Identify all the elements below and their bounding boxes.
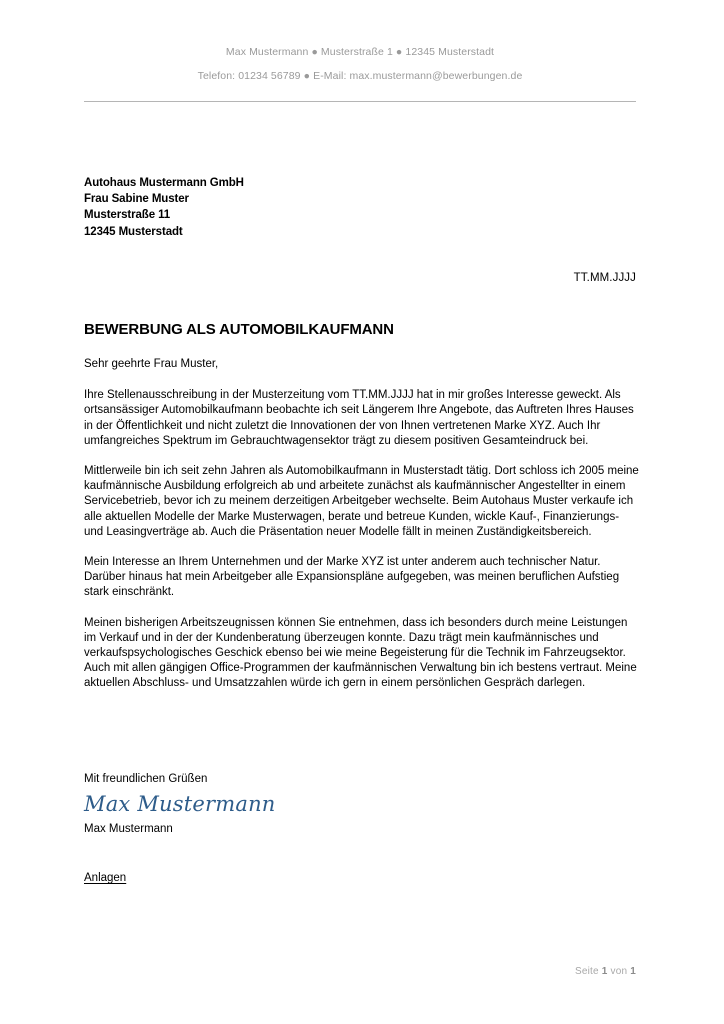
footer-current-page: 1	[601, 966, 608, 977]
letter-subject: BEWERBUNG ALS AUTOMOBILKAUFMANN	[84, 321, 394, 338]
body-paragraph-2: Mittlerweile bin ich seit zehn Jahren als Automobilkaufmann in Musterstadt tätig. Dort schloss ich 2005 meine kaufmännische Ausbildung erfolgreich ab und arbeitete zunächst als kaufmännischer Angestellter in einem Servicebetrieb, bevor ich zu meinem derzeitigen Arbeitgeber wechselte. Beim Autohaus Muster verkaufe ich alle aktuellen Modelle der Marke Musterwagen, berate und betreue Kunden, wickle Kauf-, Finanzierungs- und Leasingverträge ab. Auch die Präsentation neuer Modelle fällt in meinen Zuständigkeitsbereich.	[84, 465, 639, 538]
salutation: Sehr geehrte Frau Muster,	[84, 358, 219, 370]
recipient-person: Frau Sabine Muster	[84, 193, 189, 206]
signature-printed-name: Max Mustermann	[84, 823, 173, 836]
handwritten-signature: Max Mustermann	[84, 792, 276, 817]
body-paragraph-3: Mein Interesse an Ihrem Unternehmen und der Marke XYZ ist unter anderem auch technischer Natur. Darüber hinaus hat mein Arbeitgeber alle Expansionspläne aufgegeben, was meinen beruflichen Aufstieg stark einschränkt.	[84, 556, 620, 599]
closing-greeting: Mit freundlichen Grüßen	[84, 773, 208, 785]
recipient-street: Musterstraße 11	[84, 209, 171, 222]
footer-middle: von	[610, 966, 628, 977]
page-footer	[84, 966, 636, 977]
attachments-label: Anlagen	[84, 872, 127, 884]
letter-date: TT.MM.JJJJ	[573, 272, 636, 284]
recipient-address-block	[84, 175, 244, 240]
footer-prefix: Seite	[574, 966, 599, 977]
body-paragraph-1: Ihre Stellenausschreibung in der Musterzeitung vom TT.MM.JJJJ hat in mir großes Interesse geweckt. Als ortsansässiger Automobilkaufmann beobachte ich seit Längerem Ihre Angebote, das Auftreten Ihres Hauses in der Öffentlichkeit und nicht zuletzt die Innovationen der von Ihnen vertretenen Marke XYZ. Auch Ihr umfangreiches Spektrum im Gebrauchtwagensektor trägt zu diesem positiven Gesamteindruck bei.	[84, 389, 634, 447]
body-paragraph-4: Meinen bisherigen Arbeitszeugnissen können Sie entnehmen, dass ich besonders durch meine Leistungen im Verkauf und in der der Kundenberatung überzeugen konnte. Dazu trägt mein kaufmännisches und verkaufspsychologisches Geschick ebenso bei wie meine Begeisterung für die Technik im Fahrzeugsektor. Auch mit allen gängigen Office-Programmen der kaufmännischen Verwaltung bin ich bestens vertraut. Meine aktuellen Abschluss- und Umsatzzahlen würde ich gern in einem persönlichen Gespräch darlegen.	[84, 616, 637, 690]
footer-total-pages: 1	[630, 966, 636, 977]
letterhead-contact-line: Telefon: 01234 56789 ● E-Mail: max.mustermann@bewerbungen.de	[197, 70, 523, 82]
closing-block	[84, 772, 276, 837]
letterhead-address-line: Max Mustermann ● Musterstraße 1 ● 12345 Musterstadt	[225, 46, 495, 58]
letter-body	[84, 357, 640, 707]
recipient-city: 12345 Musterstadt	[84, 225, 183, 238]
recipient-company: Autohaus Mustermann GmbH	[84, 177, 244, 189]
letterhead-divider	[84, 101, 636, 102]
letterhead	[84, 40, 636, 110]
